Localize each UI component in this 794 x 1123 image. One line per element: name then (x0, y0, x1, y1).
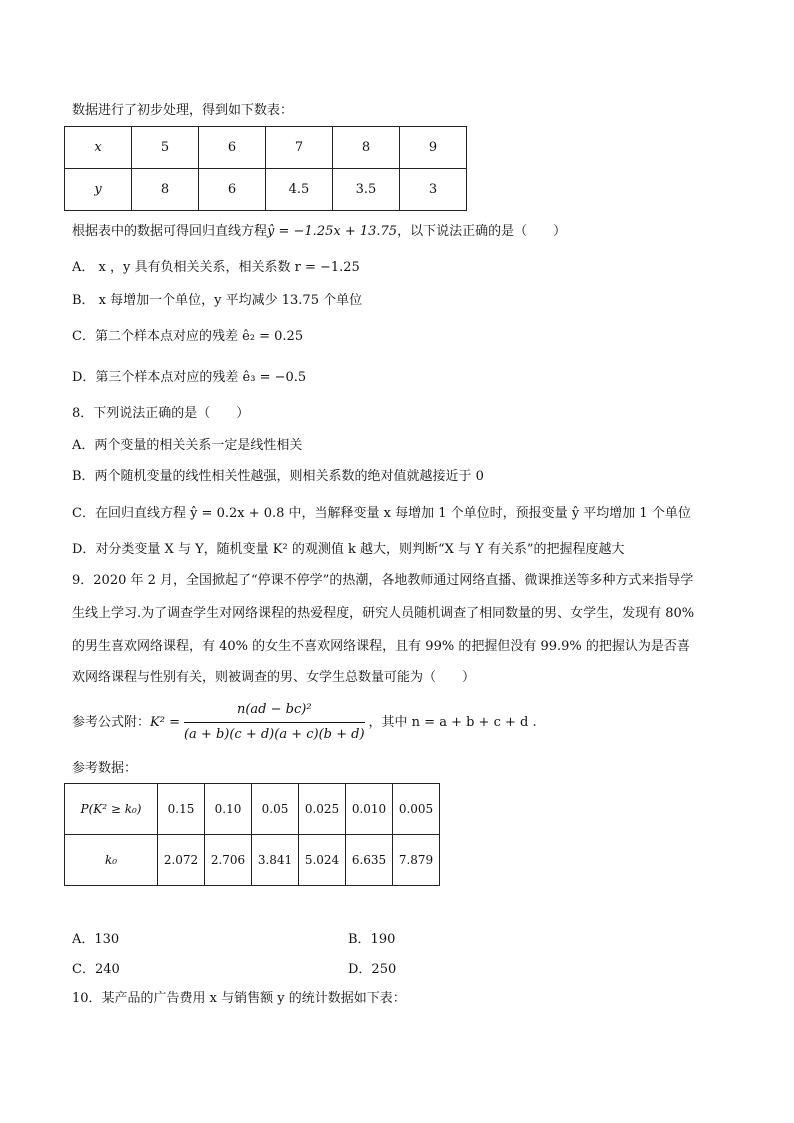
formula-fraction (184, 700, 365, 745)
q9-option-c: C．240 (72, 962, 120, 977)
row-label-x: x (65, 127, 132, 169)
q7-option-d: D．第三个样本点对应的残差 ê₃ = −0.5 (72, 370, 307, 385)
q8-option-d: D．对分类变量 X 与 Y，随机变量 K² 的观测值 k 越大，则判断“X 与 Y 有关系”的把握程度越大 (72, 542, 625, 557)
q8-stem: 8．下列说法正确的是（ ） (72, 406, 250, 421)
table-cell: 2.706 (205, 835, 252, 886)
header-k: k₀ (65, 835, 158, 886)
q8-option-b: B．两个随机变量的线性相关性越强，则相关系数的绝对值就越接近于 0 (72, 469, 484, 484)
ref-data-label: 参考数据： (72, 761, 138, 776)
table-row-x (65, 127, 467, 169)
q9-line-1: 9．2020 年 2 月，全国掀起了“停课不停学”的热潮，各地教师通过网络直播、微课推送等多种方式来指导学 (72, 573, 694, 588)
table-cell: 3 (400, 169, 467, 211)
table-row-p (65, 784, 440, 835)
q7-option-c: C．第二个样本点对应的残差 ê₂ = 0.25 (72, 329, 304, 344)
table-cell: 8 (132, 169, 199, 211)
table-cell: 2.072 (158, 835, 205, 886)
q9-line-4: 欢网络课程与性别有关，则被调查的男、女学生总数量可能为（ ） (72, 670, 476, 685)
formula-denominator: (a + b)(c + d)(a + c)(b + d) (183, 727, 365, 742)
q8-option-c: C．在回归直线方程 ŷ = 0.2x + 0.8 中，当解释变量 x 每增加 1 个单位时，预报变量 ŷ 平均增加 1 个单位 (72, 506, 691, 521)
q9-option-d: D．250 (348, 962, 397, 977)
table-row-k (65, 835, 440, 886)
table-cell: 0.005 (393, 784, 440, 835)
q9-formula (72, 700, 537, 745)
table-cell: 0.025 (299, 784, 346, 835)
table-cell: 7 (266, 127, 333, 169)
table-cell: 6 (199, 127, 266, 169)
q9-option-b: B．190 (348, 932, 396, 947)
data-table-xy (64, 126, 467, 211)
row-label-y: y (65, 169, 132, 211)
q7-stem-post: ，以下说法正确的是（ ） (397, 224, 567, 239)
table-cell: 0.10 (205, 784, 252, 835)
table-cell: 3.5 (333, 169, 400, 211)
table-cell: 0.05 (252, 784, 299, 835)
table-cell: 0.15 (158, 784, 205, 835)
table-cell: 9 (400, 127, 467, 169)
q7-option-b: B． x 每增加一个单位，y 平均减少 13.75 个单位 (72, 293, 363, 308)
table-cell: 8 (333, 127, 400, 169)
table-cell: 5 (132, 127, 199, 169)
table-cell: 0.010 (346, 784, 393, 835)
q9-option-a: A．130 (72, 932, 120, 947)
intro-text: 数据进行了初步处理，得到如下数表： (72, 103, 294, 118)
table-cell: 3.841 (252, 835, 299, 886)
q7-stem-pre: 根据表中的数据可得回归直线方程 (72, 224, 268, 239)
q9-line-3: 的男生喜欢网络课程，有 40% 的女生不喜欢网络课程，且有 99% 的把握但没有 99.9% 的把握认为是否喜 (72, 639, 690, 654)
header-p: P(K² ≥ k₀) (65, 784, 158, 835)
formula-label: 参考公式附： (72, 715, 151, 730)
table-cell: 4.5 (266, 169, 333, 211)
q7-stem (72, 223, 566, 241)
table-cell: 7.879 (393, 835, 440, 886)
reference-table (64, 783, 440, 886)
table-cell: 6 (199, 169, 266, 211)
formula-numerator: n(ad − bc)² (184, 700, 365, 723)
formula-lhs: K² = (150, 715, 180, 730)
q7-option-a: A． x ，y 具有负相关关系，相关系数 r = −1.25 (72, 260, 360, 275)
table-cell: 5.024 (299, 835, 346, 886)
q8-option-a: A．两个变量的相关关系一定是线性相关 (72, 438, 303, 453)
table-row-y (65, 169, 467, 211)
q10-stem: 10．某产品的广告费用 x 与销售额 y 的统计数据如下表： (72, 991, 406, 1006)
table-cell: 6.635 (346, 835, 393, 886)
q9-line-2: 生线上学习.为了调查学生对网络课程的热爱程度，研究人员随机调查了相同数量的男、女学生，发现有 80% (72, 606, 695, 621)
formula-tail: ，其中 n = a + b + c + d . (368, 715, 537, 730)
q7-equation: ŷ = −1.25x + 13.75 (267, 224, 398, 239)
